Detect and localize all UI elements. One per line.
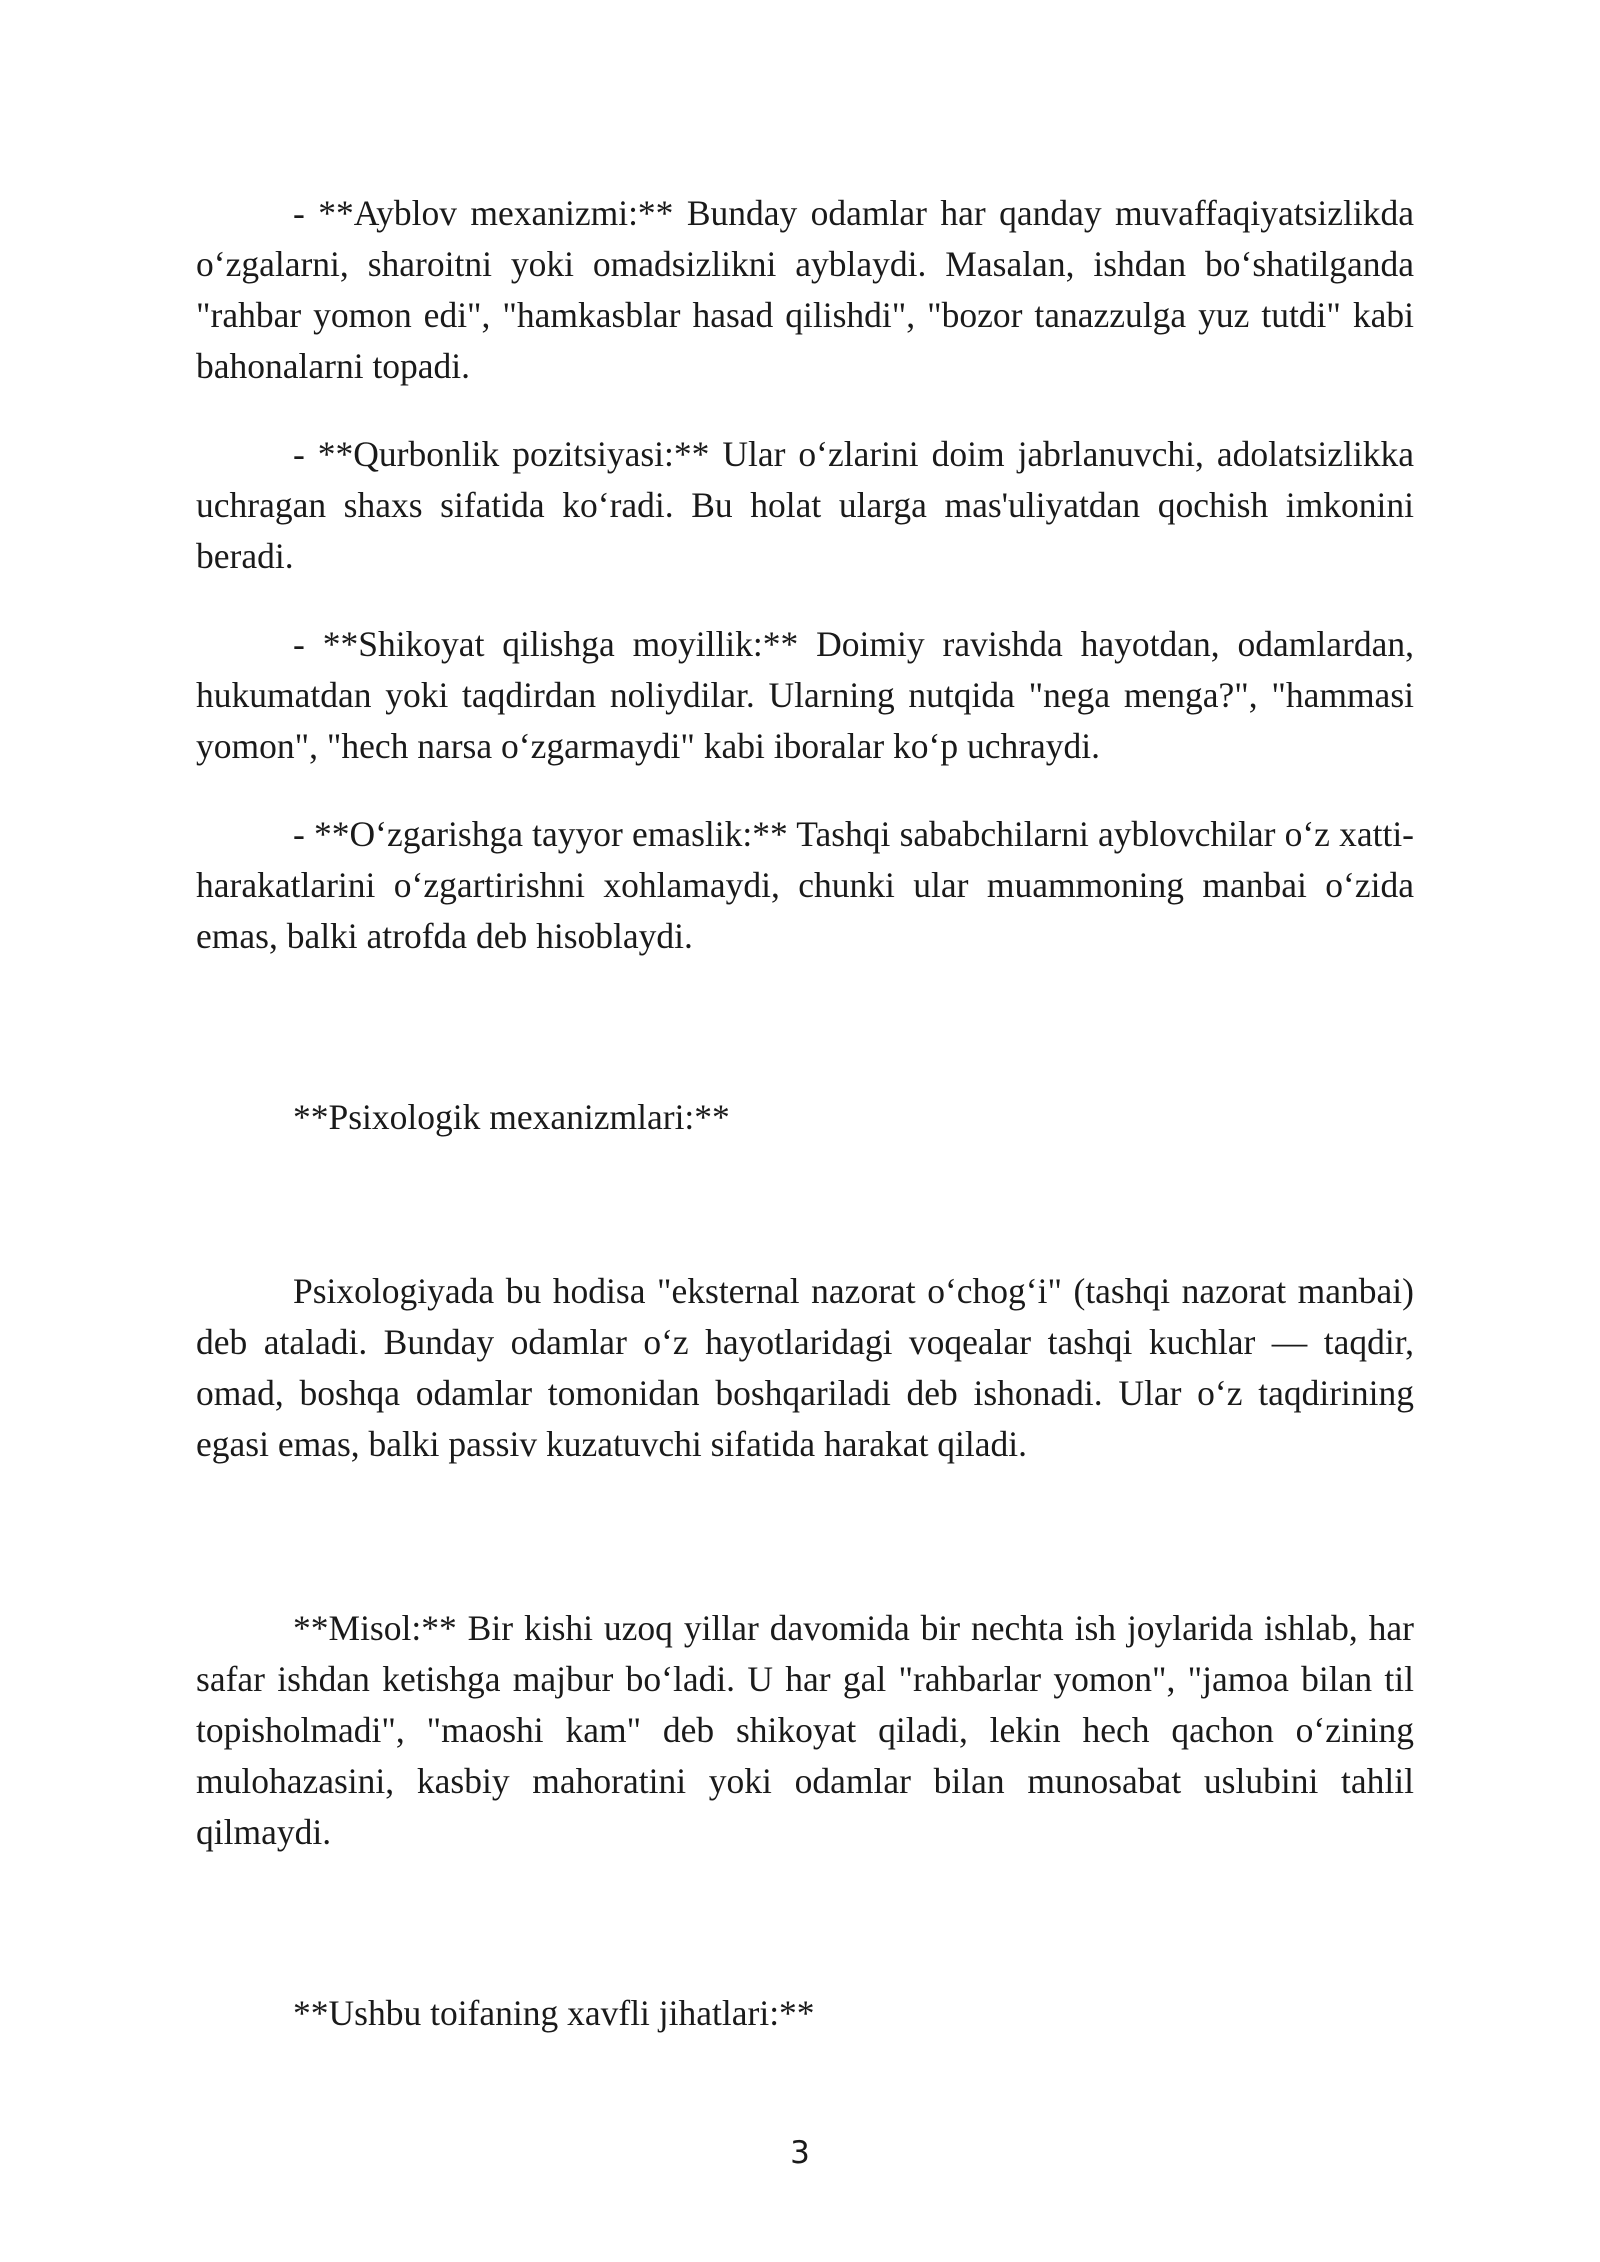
paragraph-qurbonlik-pozitsiyasi: - **Qurbonlik pozitsiyasi:** Ular o‘zlarini doim jabrlanuvchi, adolatsizlikka uchragan shaxs sifatida ko‘radi. Bu holat ularga mas'uliyatdan qochish imkonini beradi. <box>196 434 1414 576</box>
heading-xavfli-jihatlari: **Ushbu toifaning xavfli jihatlari:** <box>293 1993 815 2033</box>
paragraph-ozgarishga-tayyor-emaslik: - **O‘zgarishga tayyor emaslik:** Tashqi sababchilarni ayblovchilar o‘z xatti-harakatlarini o‘zgartirishni xohlamaydi, chunki ular muammoning manbai o‘zida emas, balki atrofda deb hisoblaydi. <box>196 814 1414 956</box>
paragraph-ayblov-mexanizmi: - **Ayblov mexanizmi:** Bunday odamlar har qanday muvaffaqiyatsizlikda o‘zgalarni, sharoitni yoki omadsizlikni ayblaydi. Masalan, ishdan bo‘shatilganda "rahbar yomon edi", "hamkasblar hasad qilishdi", "bozor tanazzulga yuz tutdi" kabi bahonalarni topadi. <box>196 193 1414 386</box>
document-page <box>196 188 1414 2039</box>
paragraph-misol: **Misol:** Bir kishi uzoq yillar davomida bir nechta ish joylarida ishlab, har safar ishdan ketishga majbur bo‘ladi. U har gal "rahbarlar yomon", "jamoa bilan til topisholmadi", "maoshi kam" deb shikoyat qiladi, lekin hech qachon o‘zining mulohazasini, kasbiy mahoratini yoki odamlar bilan munosabat uslubini tahlil qilmaydi. <box>196 1608 1414 1852</box>
heading-psixologik-mexanizmlari: **Psixologik mexanizmlari:** <box>293 1097 730 1137</box>
paragraph-psixologiya: Psixologiyada bu hodisa "eksternal nazorat o‘chog‘i" (tashqi nazorat manbai) deb ataladi. Bunday odamlar o‘z hayotlaridagi voqealar tashqi kuchlar — taqdir, omad, boshqa odamlar tomonidan boshqariladi deb ishonadi. Ular o‘z taqdirining egasi emas, balki passiv kuzatuvchi sifatida harakat qiladi. <box>196 1271 1414 1464</box>
page-number: 3 <box>790 2135 810 2171</box>
paragraph-shikoyat-qilishga-moyillik: - **Shikoyat qilishga moyillik:** Doimiy ravishda hayotdan, odamlardan, hukumatdan yoki taqdirdan noliydilar. Ularning nutqida "nega menga?", "hammasi yomon", "hech narsa o‘zgarmaydi" kabi iboralar ko‘p uchraydi. <box>196 624 1414 766</box>
